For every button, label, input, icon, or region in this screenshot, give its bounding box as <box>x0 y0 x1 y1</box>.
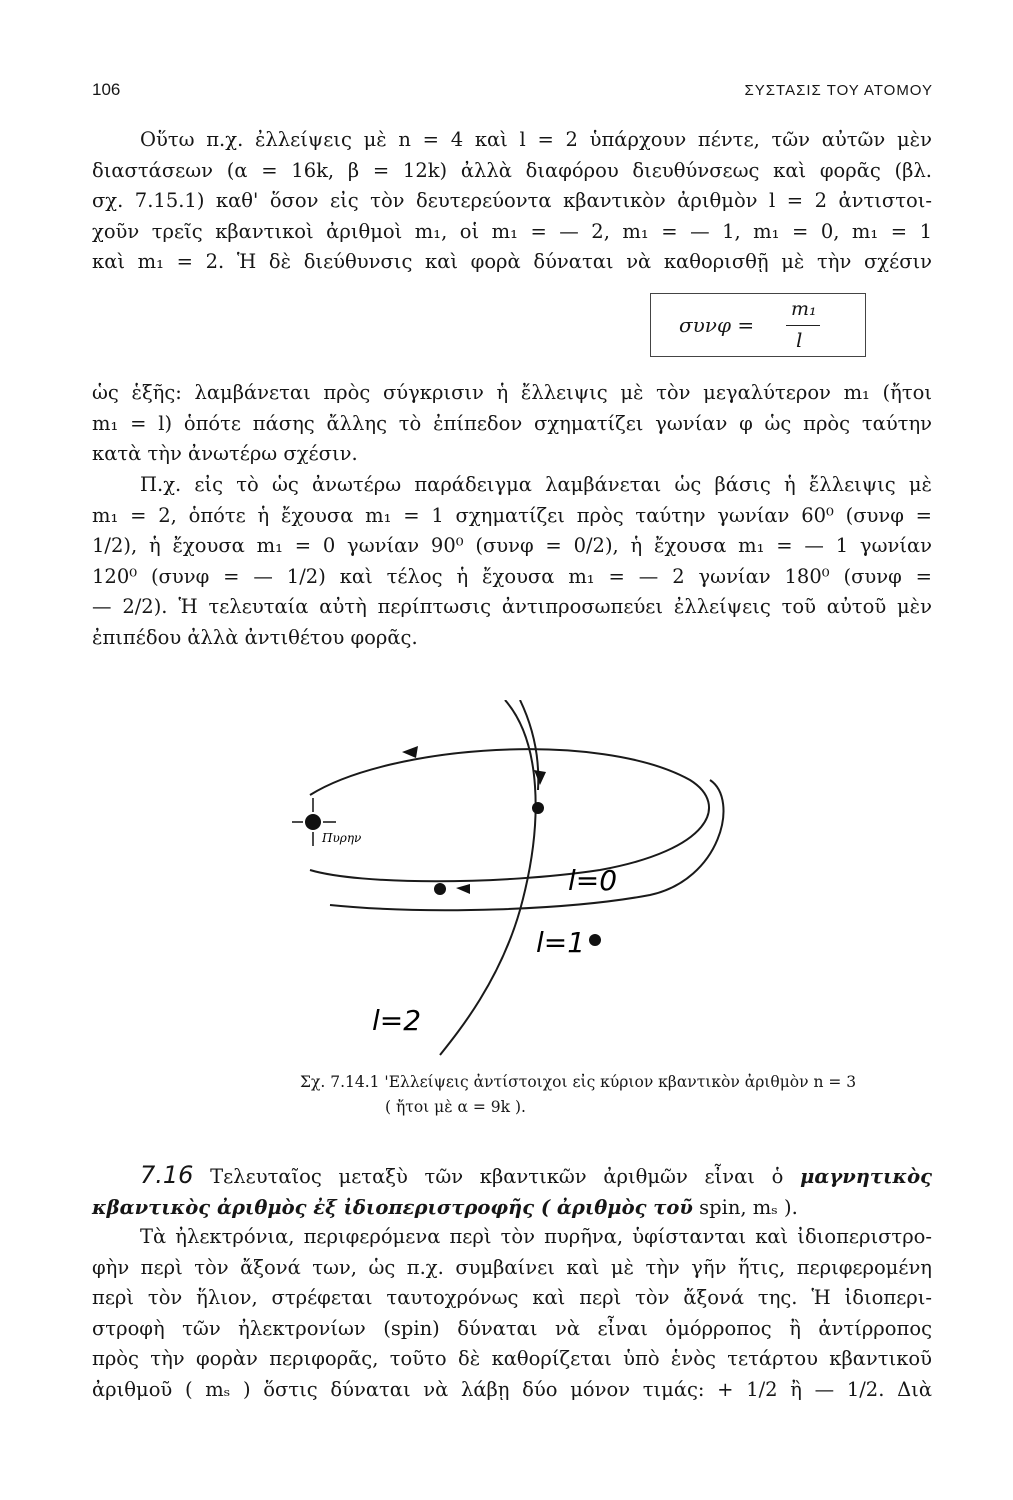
orbit-figure <box>270 700 740 1070</box>
orbit-l1-path <box>330 780 724 910</box>
paragraph-2 <box>92 378 932 470</box>
text-line: Τὰ ἠλεκτρόνια, περιφερόμενα περὶ τὸν πυρῆνα, ὑφίστανται καὶ ἰδιοπεριστρο- <box>140 1225 932 1248</box>
section-title-text: Τελευταῖος μεταξὺ τῶν κβαντικῶν ἀριθμῶν εἶναι ὁ <box>210 1165 784 1188</box>
orbit-l0-path <box>310 749 709 881</box>
text-line: ἐπιπέδου ἀλλὰ ἀντιθέτου φορᾶς. <box>92 625 418 649</box>
formula-lhs: συνφ = <box>679 313 755 337</box>
text-line: σχ. 7.15.1) καθ' ὅσον εἰς τὸν δευτερεύοντα κβαντικὸν ἀριθμὸν l = 2 ἀντιστοι- <box>92 189 932 212</box>
text-line: 1/2), ἡ ἔχουσα m₁ = 0 γωνίαν 90⁰ (συνφ = 0/2), ἡ ἔχουσα m₁ = — 1 γωνίαν <box>92 534 932 557</box>
formula-numerator: m₁ <box>791 298 817 320</box>
arrow-icon <box>456 884 470 894</box>
text-line: Π.χ. εἰς τὸ ὡς ἀνωτέρω παράδειγμα λαμβάνεται ὡς βάσις ἡ ἔλλειψις μὲ <box>140 473 932 496</box>
text-line <box>92 1193 932 1224</box>
section-title-bold: μαγνητικὸς <box>800 1165 932 1188</box>
section-title-rest: spin, mₛ ). <box>699 1195 798 1219</box>
electron-dot <box>434 883 446 895</box>
text-line: διαστάσεων (α = 16k, β = 12k) ἀλλὰ διαφόρου διευθύνσεως καὶ φορᾶς (βλ. <box>92 158 932 182</box>
text-line: χοῦν τρεῖς κβαντικοὶ ἀριθμοὶ m₁, οἱ m₁ = — 2, m₁ = — 1, m₁ = 0, m₁ = 1 <box>92 219 932 243</box>
figure-caption-line1: Σχ. 7.14.1 'Ελλείψεις ἀντίστοιχοι εἰς κύριον κβαντικὸν ἀριθμὸν n = 3 <box>300 1073 857 1091</box>
text-line <box>92 1160 932 1193</box>
text-line: κατὰ τὴν ἀνωτέρω σχέσιν. <box>92 442 358 465</box>
text-line: ὡς ἑξῆς: λαμβάνεται πρὸς σύγκρισιν ἡ ἔλλειψις μὲ τὸν μεγαλύτερον m₁ (ἤτοι <box>92 381 932 404</box>
text-line: ἀριθμοῦ ( mₛ ) ὅστις δύναται νὰ λάβῃ δύο μόνον τιμάς: + 1/2 ἢ — 1/2. Διὰ <box>92 1377 932 1401</box>
text-line: καὶ m₁ = 2. Ἡ δὲ διεύθυνσις καὶ φορὰ δύναται νὰ καθορισθῇ μὲ τὴν σχέσιν <box>92 250 932 273</box>
nucleus-label: Πυρην <box>322 831 362 845</box>
arrow-icon <box>402 746 418 758</box>
running-title: ΣΥΣΤΑΣΙΣ ΤΟΥ ΑΤΟΜΟΥ <box>744 82 933 99</box>
text-line: περὶ τὸν ἥλιον, στρέφεται ταυτοχρόνως καὶ περὶ τὸν ἄξονά της. Ἡ ἰδιοπερι- <box>92 1286 932 1309</box>
arrow-icon <box>534 770 546 785</box>
text-line: Οὕτω π.χ. ἐλλείψεις μὲ n = 4 καὶ l = 2 ὑπάρχουν πέντε, τῶν αὐτῶν μὲν <box>140 128 932 151</box>
text-line: στροφὴ τῶν ἠλεκτρονίων (spin) δύναται νὰ εἶναι ὁμόρροπος ἢ ἀντίρροπος <box>92 1316 932 1340</box>
figure-caption-line2: ( ἤτοι μὲ α = 9k ). <box>385 1098 526 1116</box>
electron-dot <box>532 802 544 814</box>
electron-dot <box>589 934 601 946</box>
text-line: φὴν περὶ τὸν ἄξονά των, ὡς π.χ. συμβαίνει καὶ μὲ τὴν γῆν ἥτις, περιφερομένη <box>92 1255 932 1279</box>
fraction-bar <box>786 325 820 326</box>
paragraph-4 <box>92 1222 932 1405</box>
text-line: m₁ = 2, ὁπότε ἡ ἔχουσα m₁ = 1 σχηματίζει πρὸς ταύτην γωνίαν 60⁰ (συνφ = <box>92 503 932 527</box>
text-line: — 2/2). Ἡ τελευταία αὐτὴ περίπτωσις ἀντιπροσωπεύει ἐλλείψεις τοῦ αὐτοῦ μὲν <box>92 595 932 618</box>
section-heading <box>92 1160 932 1223</box>
section-title-bold: κβαντικὸς ἀριθμὸς ἐξ ἰδιοπεριστροφῆς ( ἀριθμὸς τοῦ <box>92 1195 693 1219</box>
text-line: 120⁰ (συνφ = — 1/2) καὶ τέλος ἡ ἔχουσα m₁ = — 2 γωνίαν 180⁰ (συνφ = <box>92 564 932 588</box>
orbit-label-l2: l=2 <box>372 1004 422 1037</box>
formula-box <box>650 293 866 357</box>
formula-denominator: l <box>796 328 803 352</box>
orbit-label-l1: l=1 <box>536 926 586 959</box>
text-line: πρὸς τὴν φορὰν περιφορᾶς, τοῦτο δὲ καθορίζεται ὑπὸ ἑνὸς τετάρτου κβαντικοῦ <box>92 1347 932 1370</box>
section-number: 7.16 <box>140 1161 194 1189</box>
paragraph-3 <box>92 470 932 653</box>
paragraph-1 <box>92 125 932 278</box>
page-number: 106 <box>92 80 121 99</box>
text-line: m₁ = l) ὁπότε πάσης ἄλλης τὸ ἐπίπεδον σχηματίζει γωνίαν φ ὡς πρὸς ταύτην <box>92 411 932 435</box>
orbit-label-l0: l=0 <box>568 864 618 897</box>
